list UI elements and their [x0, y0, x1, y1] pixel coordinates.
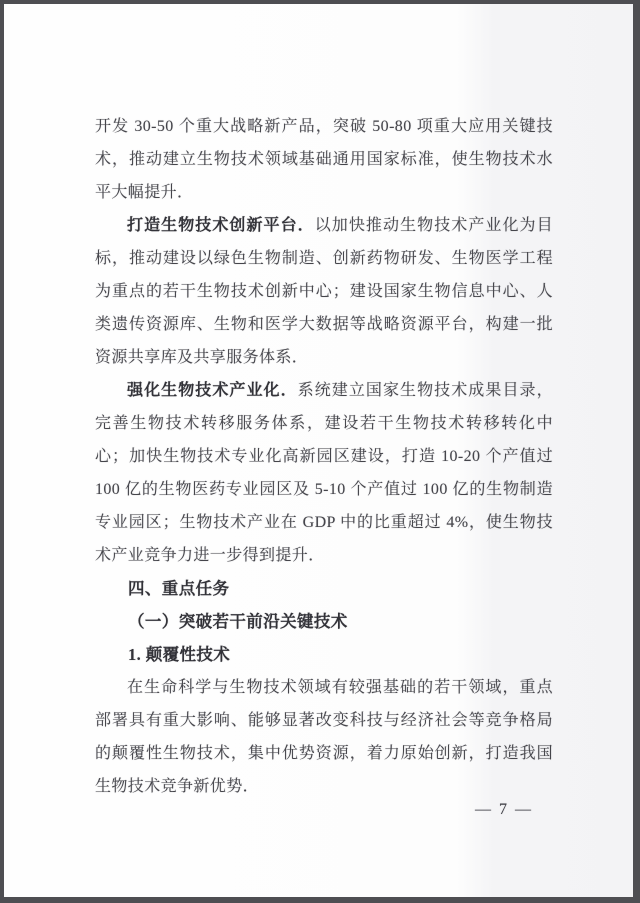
heading-item-disruptive-tech: 1. 颠覆性技术 [128, 645, 231, 664]
scanned-page [4, 4, 633, 897]
paragraph-industrialization-lead: 强化生物技术产业化． [127, 382, 298, 399]
page-number: — 7 — [475, 801, 533, 818]
paragraph-disruptive-tech: 在生命科学与生物技术领域有较强基础的若干领域，重点部署具有重大影响、能够显著改变科技与经济社会等竞争格局的颠覆性生物技术，集中优势资源，着力原始创新，打造我国生物技术竞争新优势． [95, 679, 553, 795]
heading-section-key-tasks: 四、重点任务 [128, 579, 230, 598]
heading-subsection-frontier-tech: （一）突破若干前沿关键技术 [128, 612, 348, 631]
paragraph-industrialization [95, 374, 553, 572]
paragraph-innovation-platform-text: 以加快推动生物技术产业化为目标，推动建设以绿色生物制造、创新药物研发、生物医学工程为重点的若干生物技术创新中心；建设国家生物信息中心、人类遗传资源库、生物和医学大数据等战略资源平台，构建一批资源共享库及共享服务体系． [95, 217, 553, 366]
paragraph-innovation-platform [95, 209, 553, 374]
paragraph-innovation-platform-lead: 打造生物技术创新平台． [127, 217, 315, 234]
paragraph-industrialization-text: 系统建立国家生物技术成果目录，完善生物技术转移服务体系，建设若干生物技术转移转化中心；加快生物技术专业化高新园区建设，打造 10-20 个产值过 100 亿的生物医药专业园区及 5-10 个产值过 100 亿的生物制造专业园区；生物技术产业在 GDP 中的比重超过 4%，使生物技术产业竞争力进一步得到提升． [95, 382, 553, 564]
paragraph-strategic-products: 开发 30-50 个重大战略新产品，突破 50-80 项重大应用关键技术，推动建立生物技术领域基础通用国家标准，使生物技术水平大幅提升． [95, 118, 553, 201]
document-body [4, 4, 633, 826]
